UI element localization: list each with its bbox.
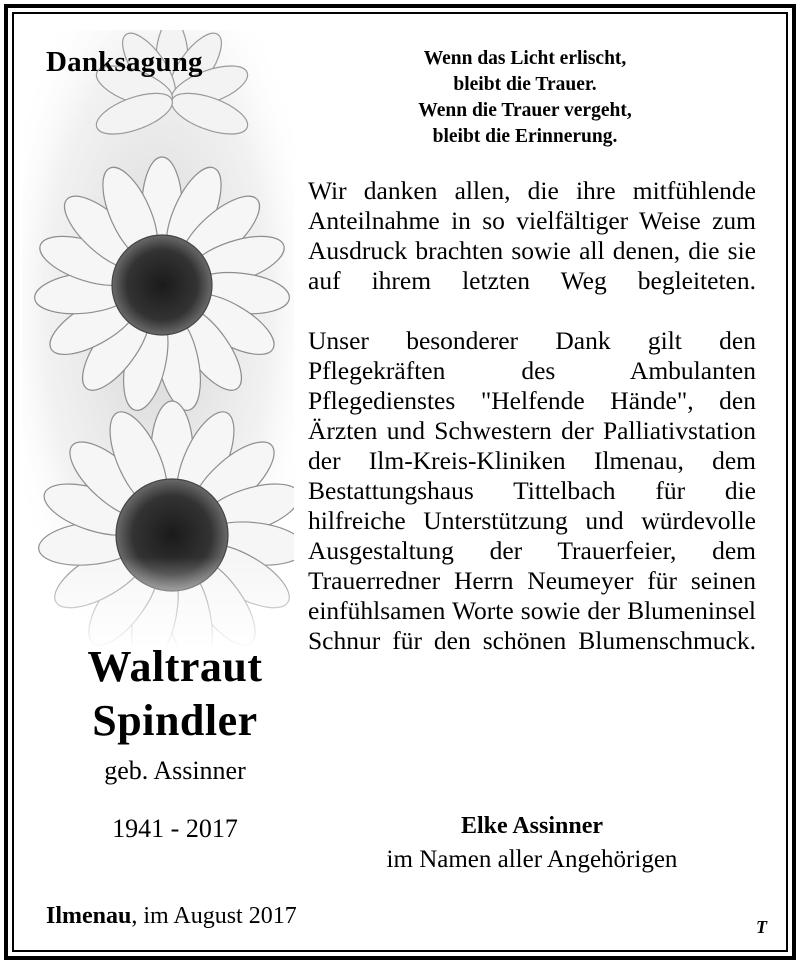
poem	[370, 46, 680, 150]
paragraph-thanks: Wir danken allen, die ihre mitfühlende Anteilnahme in so vielfältiger Weise zum Ausdruck brachten sowie all denen, die sie auf ihrem letzten Weg begleiteten.	[308, 176, 756, 295]
signer-name: Elke Assinner	[460, 813, 604, 839]
poem-line: Wenn das Licht erlischt,	[423, 48, 627, 69]
poem-line: bleibt die Erinnerung.	[432, 126, 618, 147]
footer-place: Ilmenau	[46, 903, 132, 929]
publisher-mark: T	[756, 917, 767, 937]
maiden-name: geb. Assinner	[104, 756, 246, 785]
footer	[46, 902, 297, 930]
poem-line: bleibt die Trauer.	[453, 74, 597, 95]
paragraph-special-thanks: Unser besonderer Dank gilt den Pflegekräften des Ambulanten Pflegedienstes "Helfende Hände", den Ärzten und Schwestern der Palliativstation der Ilm-Kreis-Kliniken Ilmenau, dem Bestattungshaus Tittelbach für die hilfreiche Unterstützung und würdevolle Ausgestaltung der Trauerfeier, dem Trauerredner Herrn Neumeyer für seinen einfühlsamen Worte sowie der Blumeninsel Schnur für den schönen Blumenschmuck.	[308, 326, 756, 655]
poem-line: Wenn die Trauer vergeht,	[418, 100, 632, 121]
deceased-first-name: Waltraut	[87, 642, 263, 691]
heading: Danksagung	[46, 46, 203, 78]
signer-block	[308, 812, 756, 876]
life-years: 1941 - 2017	[112, 814, 238, 843]
footer-date: , im August 2017	[131, 903, 297, 929]
deceased-last-name: Spindler	[92, 696, 258, 745]
signer-subtitle: im Namen aller Angehörigen	[386, 846, 678, 873]
body-text	[308, 176, 756, 656]
sunflower-image	[22, 30, 294, 650]
deceased-block	[40, 640, 310, 844]
